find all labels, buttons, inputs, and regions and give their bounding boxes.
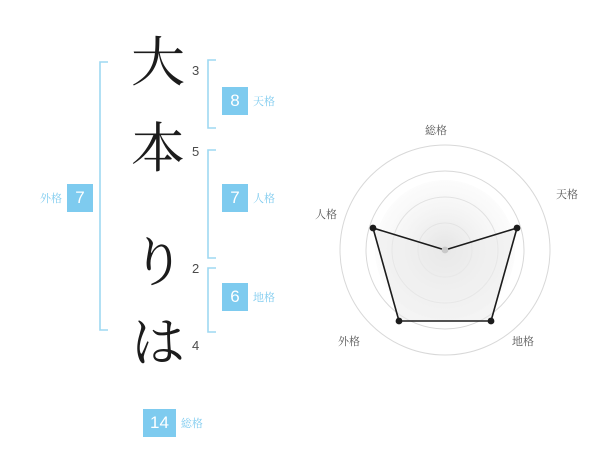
name-character-3: り bbox=[131, 233, 185, 293]
stroke-count-2: 5 bbox=[192, 144, 200, 159]
radar-axis-label-soukaku: 総格 bbox=[425, 125, 447, 137]
score-jinkaku-value: 7 bbox=[222, 184, 248, 212]
radar-chart-panel bbox=[300, 0, 600, 470]
radar-axis-label-chikaku: 地格 bbox=[512, 336, 534, 348]
stroke-count-1: 3 bbox=[192, 63, 200, 78]
name-character-1: 大 bbox=[131, 33, 185, 93]
score-soukaku-value: 14 bbox=[143, 409, 176, 437]
name-character-4: は bbox=[131, 313, 185, 373]
score-chikaku-label: 地格 bbox=[253, 292, 275, 304]
radar-axis-label-jinkaku: 人格 bbox=[315, 209, 337, 221]
name-character-2: 本 bbox=[131, 119, 185, 179]
score-gaikaku bbox=[40, 184, 93, 212]
score-jinkaku-label: 人格 bbox=[253, 193, 275, 205]
stroke-count-4: 4 bbox=[192, 338, 200, 353]
score-tenkaku-label: 天格 bbox=[253, 96, 275, 108]
score-gaikaku-label: 外格 bbox=[40, 193, 62, 205]
score-chikaku-value: 6 bbox=[222, 283, 248, 311]
score-gaikaku-value: 7 bbox=[67, 184, 93, 212]
name-strokes-panel bbox=[0, 0, 300, 470]
score-soukaku-label: 総格 bbox=[180, 418, 203, 430]
score-soukaku bbox=[143, 409, 203, 437]
score-chikaku bbox=[222, 283, 275, 311]
radar-axis-label-tenkaku: 天格 bbox=[556, 189, 578, 201]
radar-axis-label-gaikaku: 外格 bbox=[338, 336, 360, 348]
radar-chart bbox=[300, 0, 600, 470]
stroke-count-3: 2 bbox=[192, 261, 200, 276]
score-tenkaku-value: 8 bbox=[222, 87, 248, 115]
score-tenkaku bbox=[222, 87, 275, 115]
score-jinkaku bbox=[222, 184, 275, 212]
